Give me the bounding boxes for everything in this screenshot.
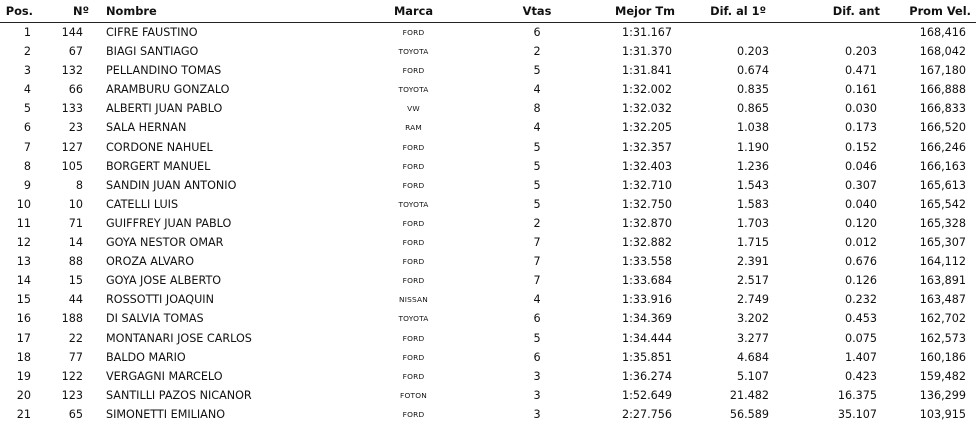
table-row [0,195,976,214]
laps-count: 6 [533,350,541,364]
best-time: 1:31.370 [621,45,672,59]
diff-to-first: 3.277 [736,331,769,345]
diff-to-previous: 0.676 [844,255,877,269]
car-brand: TOYOTA [398,314,429,324]
table-body [0,23,976,424]
driver-name: GUIFFREY JUAN PABLO [106,216,232,230]
car-number: 15 [68,274,83,288]
diff-to-first: 2.749 [736,293,769,307]
laps-count: 2 [533,45,541,59]
laps-count: 5 [533,64,541,78]
row-position: 3 [23,64,31,78]
average-speed: 159,482 [919,369,966,383]
car-brand: RAM [405,123,422,133]
laps-count: 6 [533,26,541,39]
row-position: 15 [16,293,31,307]
table-row [0,309,976,328]
header-diff-first: Dif. al 1º [710,4,766,18]
average-speed: 103,915 [919,407,966,421]
table-row [0,386,976,405]
diff-to-previous: 16.375 [837,388,877,402]
diff-to-previous: 0.423 [844,369,877,383]
best-time: 1:34.444 [621,331,672,345]
row-position: 4 [23,83,31,97]
car-number: 105 [61,159,83,173]
driver-name: SANDIN JUAN ANTONIO [106,178,237,192]
driver-name: DI SALVIA TOMAS [106,312,204,326]
driver-name: CORDONE NAHUEL [106,140,213,154]
car-number: 77 [68,350,83,364]
car-brand: TOYOTA [398,47,429,57]
row-position: 20 [16,388,31,402]
car-number: 88 [68,255,83,269]
diff-to-first: 4.684 [736,350,769,364]
best-time: 1:32.357 [621,140,672,154]
diff-to-previous: 0.120 [844,216,877,230]
table-row [0,405,976,424]
driver-name: BIAGI SANTIAGO [106,45,199,59]
best-time: 1:32.002 [621,83,672,97]
average-speed: 165,542 [919,197,966,211]
row-position: 16 [16,312,31,326]
average-speed: 163,891 [919,274,966,288]
header-number: Nº [73,4,89,18]
diff-to-previous: 0.161 [844,83,877,97]
average-speed: 168,042 [919,45,966,59]
diff-to-previous: 0.046 [844,159,877,173]
average-speed: 167,180 [919,64,966,78]
laps-count: 3 [533,388,541,402]
best-time: 1:31.167 [621,26,672,39]
driver-name: GOYA NESTOR OMAR [106,236,224,250]
car-brand: FORD [402,257,425,267]
driver-name: GOYA JOSE ALBERTO [106,274,222,288]
car-number: 23 [68,121,83,135]
diff-to-first: 1.543 [736,178,769,192]
average-speed: 163,487 [919,293,966,307]
table-row [0,252,976,271]
diff-to-first: 3.202 [736,312,769,326]
table-row [0,367,976,386]
car-number: 8 [75,178,83,192]
laps-count: 7 [533,236,541,250]
diff-to-previous: 1.407 [844,350,877,364]
row-position: 6 [23,121,31,135]
car-brand: TOYOTA [398,85,429,95]
diff-to-first: 0.674 [736,64,769,78]
diff-to-first: 56.589 [729,407,769,421]
car-brand: FORD [402,409,425,419]
diff-to-first: 1.583 [736,197,769,211]
car-brand: TOYOTA [398,199,429,209]
average-speed: 166,833 [919,102,966,116]
average-speed: 166,520 [919,121,966,135]
driver-name: SIMONETTI EMILIANO [106,407,226,421]
diff-to-previous: 35.107 [837,407,877,421]
row-position: 10 [16,197,31,211]
car-number: 133 [61,102,83,116]
car-number: 123 [61,388,83,402]
diff-to-previous: 0.075 [844,331,877,345]
car-brand: FORD [402,238,425,248]
table-row [0,138,976,157]
table-row [0,271,976,290]
laps-count: 6 [533,312,541,326]
best-time: 1:32.750 [621,197,672,211]
row-position: 18 [16,350,31,364]
row-position: 9 [23,178,31,192]
table-row [0,290,976,309]
laps-count: 4 [533,293,541,307]
best-time: 1:32.710 [621,178,672,192]
diff-to-previous: 0.232 [844,293,877,307]
diff-to-first: 0.865 [736,102,769,116]
table-row [0,233,976,252]
best-time: 1:33.684 [621,274,672,288]
diff-to-previous: 0.471 [844,64,877,78]
average-speed: 168,416 [919,26,966,39]
driver-name: SALA HERNAN [106,121,187,135]
header-name: Nombre [106,4,157,18]
diff-to-first: 1.038 [736,121,769,135]
car-brand: FORD [402,276,425,286]
row-position: 8 [23,159,31,173]
driver-name: ALBERTI JUAN PABLO [106,102,223,116]
car-number: 132 [61,64,83,78]
diff-to-first: 1.236 [736,159,769,173]
diff-to-first: 21.482 [729,388,769,402]
laps-count: 3 [533,407,541,421]
table-row [0,99,976,118]
header-best-time: Mejor Tm [614,4,675,18]
car-number: 144 [61,26,83,39]
driver-name: ROSSOTTI JOAQUIN [106,293,214,307]
driver-name: SANTILLI PAZOS NICANOR [106,388,252,402]
row-position: 1 [23,26,31,39]
car-brand: FORD [402,218,425,228]
row-position: 12 [16,236,31,250]
best-time: 1:33.558 [621,255,672,269]
best-time: 1:36.274 [621,369,672,383]
diff-to-first: 5.107 [736,369,769,383]
car-number: 14 [68,236,83,250]
laps-count: 4 [533,121,541,135]
average-speed: 164,112 [919,255,966,269]
driver-name: ARAMBURU GONZALO [106,83,230,97]
header-diff-prev: Dif. ant [832,4,880,18]
diff-to-first: 0.835 [736,83,769,97]
driver-name: PELLANDINO TOMAS [106,64,222,78]
average-speed: 165,307 [919,236,966,250]
best-time: 1:35.851 [621,350,672,364]
row-position: 5 [23,102,31,116]
laps-count: 3 [533,369,541,383]
laps-count: 5 [533,140,541,154]
row-position: 21 [16,407,31,421]
best-time: 1:32.205 [621,121,672,135]
car-brand: FORD [402,28,425,37]
average-speed: 165,613 [919,178,966,192]
car-brand: FORD [402,142,425,152]
car-number: 67 [68,45,83,59]
header-laps: Vtas [522,4,552,18]
car-number: 65 [68,407,83,421]
car-number: 188 [61,312,83,326]
laps-count: 7 [533,255,541,269]
average-speed: 160,186 [919,350,966,364]
row-position: 11 [16,216,31,230]
car-number: 10 [68,197,83,211]
car-number: 122 [61,369,83,383]
table-row [0,42,976,61]
driver-name: BALDO MARIO [106,350,186,364]
best-time: 1:33.916 [621,293,672,307]
driver-name: VERGAGNI MARCELO [106,369,223,383]
diff-to-previous: 0.126 [844,274,877,288]
average-speed: 166,246 [919,140,966,154]
diff-to-first: 1.715 [736,236,769,250]
best-time: 1:34.369 [621,312,672,326]
row-position: 17 [16,331,31,345]
best-time: 1:32.870 [621,216,672,230]
diff-to-first: 1.190 [736,140,769,154]
laps-count: 5 [533,178,541,192]
header-avg-speed: Prom Vel. [909,4,971,18]
row-position: 7 [23,140,31,154]
average-speed: 162,702 [919,312,966,326]
laps-count: 8 [533,102,541,116]
diff-to-previous: 0.173 [844,121,877,135]
laps-count: 5 [533,331,541,345]
row-position: 19 [16,369,31,383]
average-speed: 165,328 [919,216,966,230]
car-number: 127 [61,140,83,154]
car-brand: FORD [402,371,425,381]
table-row [0,157,976,176]
car-brand: FORD [402,161,425,171]
diff-to-first: 0.203 [736,45,769,59]
laps-count: 2 [533,216,541,230]
laps-count: 5 [533,159,541,173]
best-time: 1:32.032 [621,102,672,116]
table-row [0,118,976,137]
table-row [0,80,976,99]
average-speed: 166,163 [919,159,966,173]
diff-to-first: 2.391 [736,255,769,269]
table-row [0,61,976,80]
best-time: 2:27.756 [621,407,672,421]
header-brand: Marca [393,4,434,18]
table-header [0,0,976,23]
car-brand: NISSAN [398,295,428,305]
laps-count: 4 [533,83,541,97]
diff-to-previous: 0.012 [844,236,877,250]
driver-name: CIFRE FAUSTINO [106,26,198,39]
average-speed: 162,573 [919,331,966,345]
table-row [0,214,976,233]
car-number: 66 [68,83,83,97]
car-brand: FORD [402,180,425,190]
average-speed: 136,299 [919,388,966,402]
diff-to-first: 2.517 [736,274,769,288]
car-brand: FOTON [400,390,427,400]
driver-name: CATELLI LUIS [106,197,179,211]
car-number: 71 [68,216,83,230]
diff-to-previous: 0.307 [844,178,877,192]
header-pos: Pos. [5,4,33,18]
car-brand: FORD [402,66,425,76]
laps-count: 5 [533,197,541,211]
row-position: 13 [16,255,31,269]
diff-to-previous: 0.152 [844,140,877,154]
car-brand: FORD [402,352,425,362]
driver-name: BORGERT MANUEL [106,159,211,173]
table-row [0,329,976,348]
car-number: 44 [68,293,83,307]
best-time: 1:32.403 [621,159,672,173]
row-position: 14 [16,274,31,288]
best-time: 1:52.649 [621,388,672,402]
diff-to-first: 1.703 [736,216,769,230]
table-row [0,176,976,195]
diff-to-previous: 0.453 [844,312,877,326]
row-position: 2 [23,45,31,59]
table-row [0,348,976,367]
average-speed: 166,888 [919,83,966,97]
car-brand: FORD [402,333,425,343]
table-row [0,23,976,42]
laps-count: 7 [533,274,541,288]
diff-to-previous: 0.040 [844,197,877,211]
best-time: 1:31.841 [621,64,672,78]
best-time: 1:32.882 [621,236,672,250]
diff-to-previous: 0.030 [844,102,877,116]
driver-name: OROZA ALVARO [106,255,195,269]
driver-name: MONTANARI JOSE CARLOS [106,331,252,345]
car-number: 22 [68,331,83,345]
car-brand: VW [407,104,420,114]
diff-to-previous: 0.203 [844,45,877,59]
